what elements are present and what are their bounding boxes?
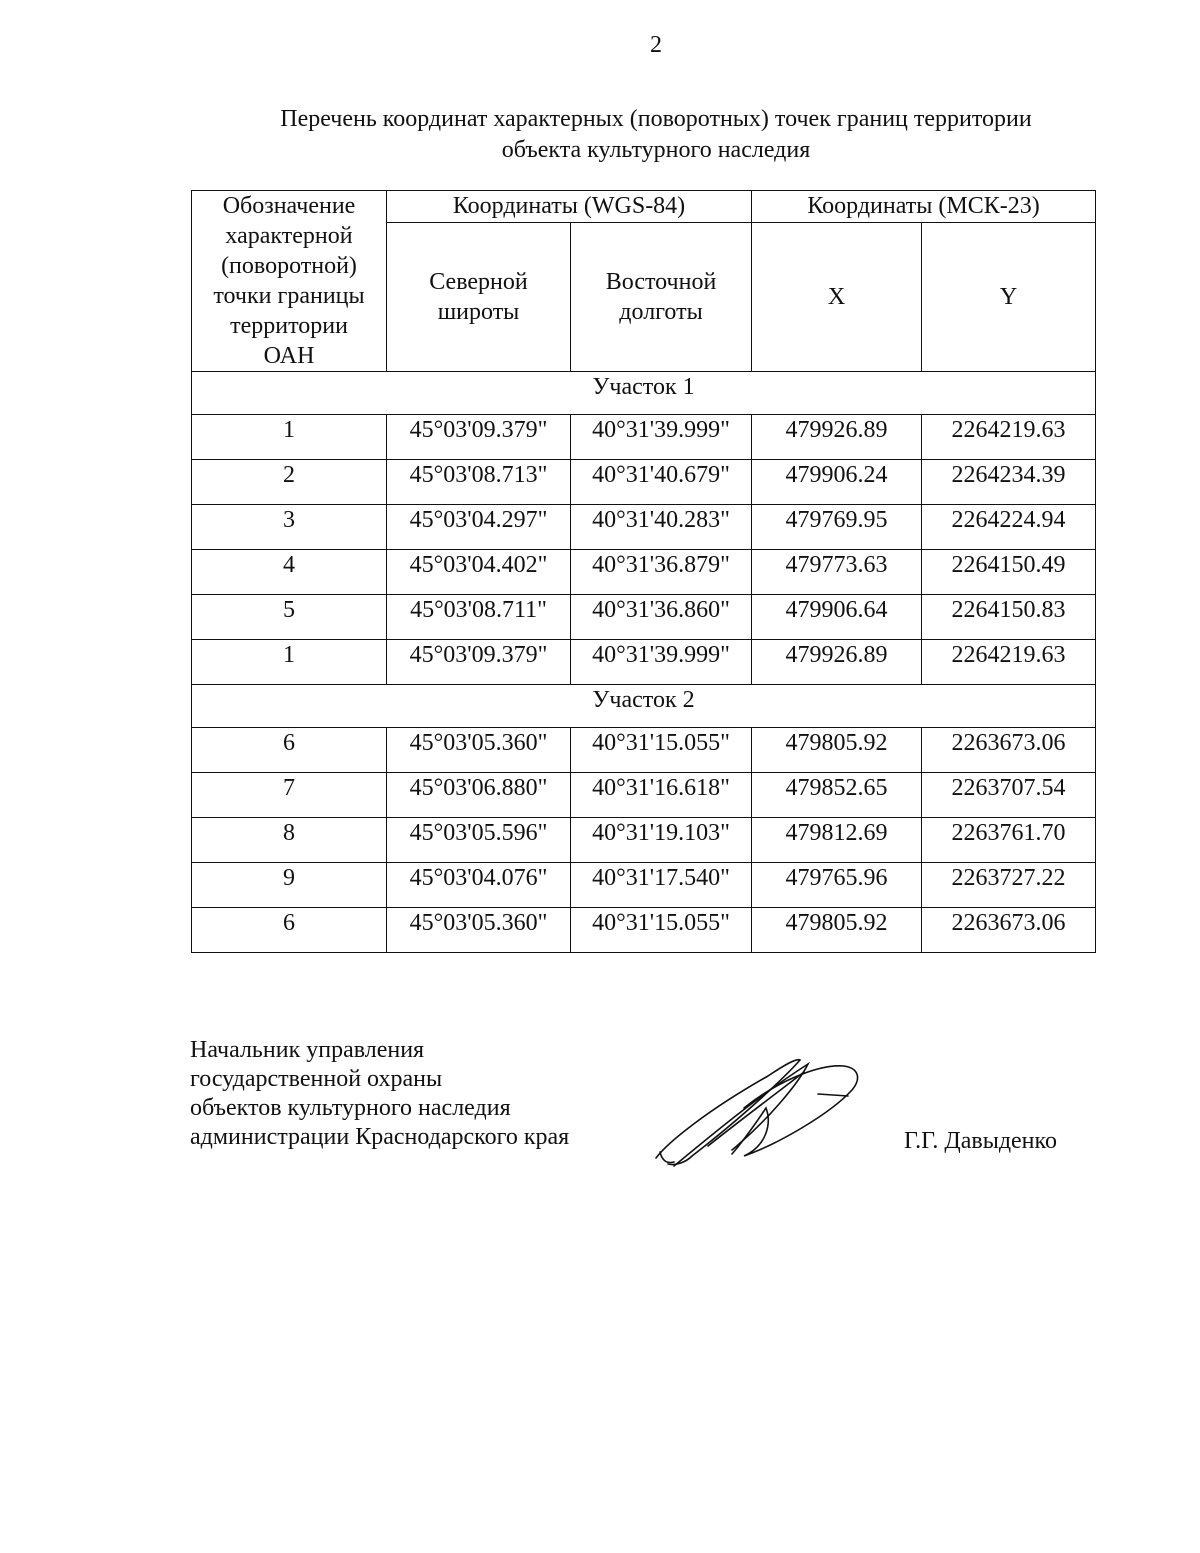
document-title [200, 104, 1112, 166]
cell-x: 479805.92 [752, 908, 922, 953]
cell-x: 479773.63 [752, 550, 922, 595]
cell-x: 479906.24 [752, 460, 922, 505]
signatory-position-line: государственной охраны [190, 1066, 443, 1092]
cell-y: 2263761.70 [922, 818, 1096, 863]
document-title-line-2: объекта культурного наследия [501, 137, 811, 163]
cell-north: 45°03'05.360" [387, 728, 571, 773]
table-row [192, 415, 1096, 460]
cell-y: 2264224.94 [922, 505, 1096, 550]
cell-north: 45°03'05.360" [387, 908, 571, 953]
table-row [192, 595, 1096, 640]
header-designation-line: Обозначение [222, 193, 356, 219]
cell-x: 479765.96 [752, 863, 922, 908]
cell-x: 479852.65 [752, 773, 922, 818]
table-row [192, 863, 1096, 908]
table-row [192, 818, 1096, 863]
cell-y: 2263727.22 [922, 863, 1096, 908]
header-designation-line: территории [230, 313, 348, 339]
cell-point: 1 [192, 640, 387, 685]
cell-north: 45°03'04.402" [387, 550, 571, 595]
table-row [192, 728, 1096, 773]
cell-x: 479812.69 [752, 818, 922, 863]
header-msk23-group: Координаты (МСК-23) [752, 191, 1096, 223]
cell-east: 40°31'16.618" [571, 773, 752, 818]
cell-point: 7 [192, 773, 387, 818]
header-east-longitude [571, 222, 752, 371]
cell-y: 2264150.83 [922, 595, 1096, 640]
handwritten-signature-icon [648, 1050, 868, 1170]
page-number: 2 [650, 32, 662, 58]
coordinates-table [191, 190, 1096, 953]
header-wgs84-group: Координаты (WGS-84) [387, 191, 752, 223]
table-header [192, 191, 1096, 372]
cell-x: 479926.89 [752, 640, 922, 685]
cell-north: 45°03'04.297" [387, 505, 571, 550]
section-title: Участок 2 [192, 685, 1096, 728]
cell-east: 40°31'15.055" [571, 728, 752, 773]
table-row [192, 908, 1096, 953]
cell-east: 40°31'36.879" [571, 550, 752, 595]
cell-y: 2263673.06 [922, 728, 1096, 773]
document-title-line-1: Перечень координат характерных (поворотных) точек границ территории [280, 106, 1032, 132]
cell-east: 40°31'36.860" [571, 595, 752, 640]
cell-point: 6 [192, 908, 387, 953]
section-row [192, 372, 1096, 415]
section-row [192, 685, 1096, 728]
header-north-line: Северной [429, 268, 528, 295]
cell-point: 9 [192, 863, 387, 908]
signatory-position [190, 1036, 569, 1152]
header-designation-line: (поворотной) [221, 253, 357, 279]
cell-point: 4 [192, 550, 387, 595]
header-y: Y [922, 222, 1096, 371]
signatory-position-line: администрации Краснодарского края [190, 1124, 570, 1150]
cell-point: 5 [192, 595, 387, 640]
cell-north: 45°03'09.379" [387, 415, 571, 460]
cell-north: 45°03'04.076" [387, 863, 571, 908]
header-east-line: долготы [619, 298, 703, 325]
cell-east: 40°31'40.283" [571, 505, 752, 550]
header-designation-line: точки границы [213, 283, 365, 309]
cell-east: 40°31'39.999" [571, 415, 752, 460]
header-x: X [752, 222, 922, 371]
cell-point: 6 [192, 728, 387, 773]
table-row [192, 505, 1096, 550]
table-body [192, 372, 1096, 953]
cell-north: 45°03'08.711" [387, 595, 571, 640]
table-row [192, 460, 1096, 505]
cell-x: 479926.89 [752, 415, 922, 460]
cell-east: 40°31'15.055" [571, 908, 752, 953]
cell-east: 40°31'19.103" [571, 818, 752, 863]
cell-point: 8 [192, 818, 387, 863]
header-north-line: широты [437, 298, 520, 325]
header-east-line: Восточной [605, 268, 717, 295]
header-designation-line: характерной [225, 223, 353, 249]
cell-north: 45°03'05.596" [387, 818, 571, 863]
cell-point: 3 [192, 505, 387, 550]
cell-east: 40°31'39.999" [571, 640, 752, 685]
cell-north: 45°03'08.713" [387, 460, 571, 505]
signatory-name: Г.Г. Давыденко [904, 1128, 1057, 1154]
cell-y: 2264150.49 [922, 550, 1096, 595]
header-north-latitude [387, 222, 571, 371]
header-designation-line: ОАН [263, 343, 315, 369]
cell-x: 479769.95 [752, 505, 922, 550]
cell-north: 45°03'09.379" [387, 640, 571, 685]
cell-east: 40°31'40.679" [571, 460, 752, 505]
cell-y: 2264234.39 [922, 460, 1096, 505]
table-row [192, 773, 1096, 818]
cell-north: 45°03'06.880" [387, 773, 571, 818]
cell-y: 2264219.63 [922, 415, 1096, 460]
header-designation [192, 191, 387, 372]
cell-east: 40°31'17.540" [571, 863, 752, 908]
cell-y: 2263707.54 [922, 773, 1096, 818]
cell-y: 2264219.63 [922, 640, 1096, 685]
cell-point: 2 [192, 460, 387, 505]
table-row [192, 550, 1096, 595]
section-title: Участок 1 [192, 372, 1096, 415]
table-row [192, 640, 1096, 685]
cell-x: 479906.64 [752, 595, 922, 640]
cell-y: 2263673.06 [922, 908, 1096, 953]
cell-point: 1 [192, 415, 387, 460]
cell-x: 479805.92 [752, 728, 922, 773]
signatory-position-line: объектов культурного наследия [190, 1095, 511, 1121]
signatory-position-line: Начальник управления [190, 1037, 425, 1063]
